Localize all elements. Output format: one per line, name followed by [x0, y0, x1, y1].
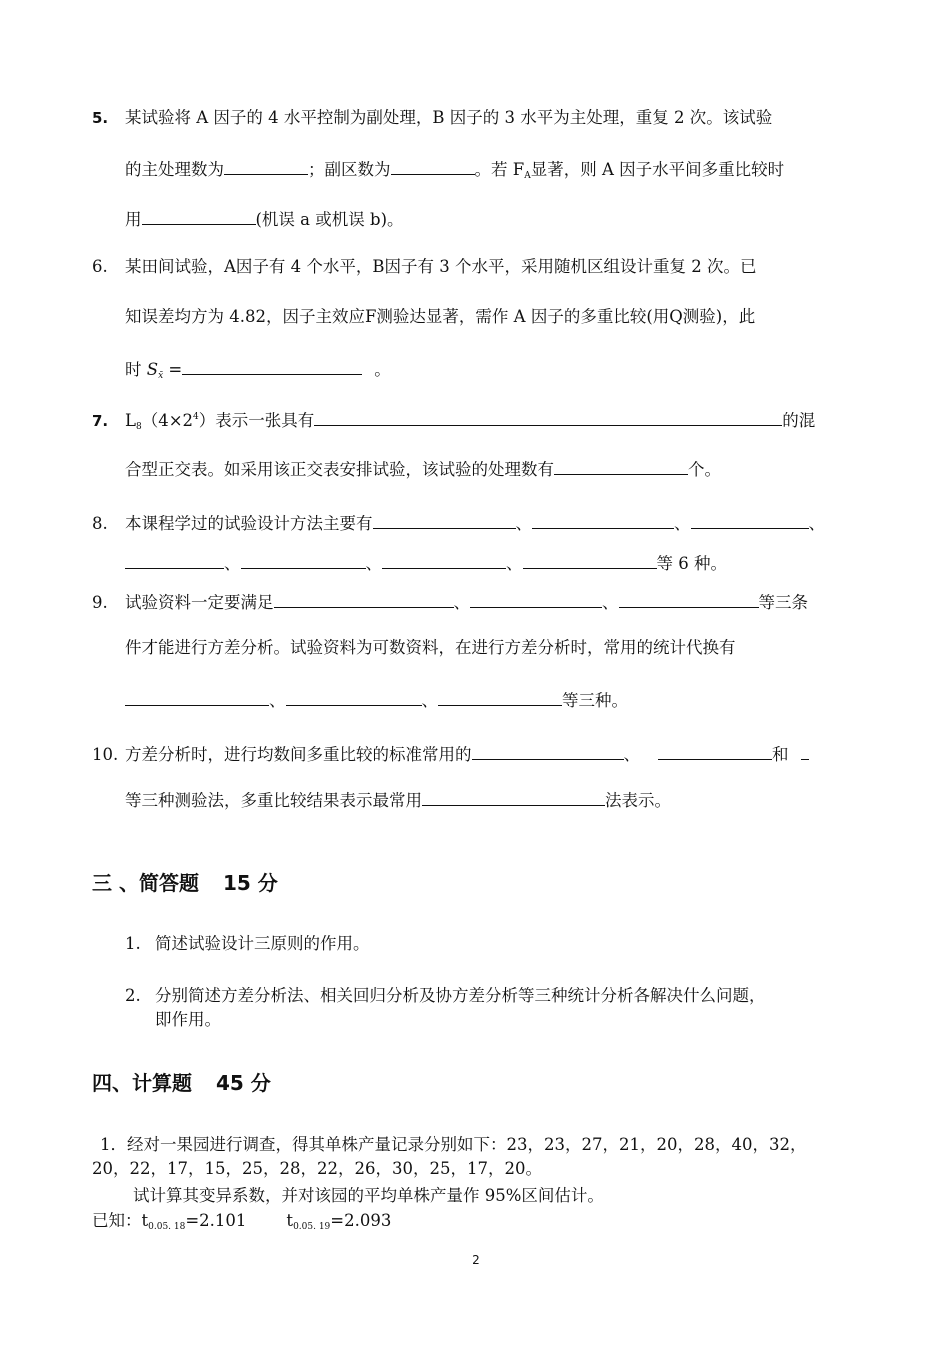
q8-sep: 、: [808, 514, 825, 533]
q10-blank-1[interactable]: [472, 742, 624, 760]
s4-q1-line3: [133, 1186, 604, 1206]
q7-line2: [125, 457, 721, 480]
q9-blank-4[interactable]: [125, 688, 269, 706]
q10-sep: 、: [623, 745, 640, 764]
section4-title: 四、计算题: [92, 1071, 192, 1095]
q9-line2: [125, 638, 736, 658]
q8-line2: [125, 551, 727, 574]
q8-sep: 、: [674, 514, 691, 533]
q6-equals: =: [163, 360, 183, 379]
known-label: 已知：: [92, 1211, 142, 1230]
q9-blank-2[interactable]: [470, 590, 602, 608]
q7-text-1d: 的混: [782, 411, 816, 430]
q5-line3: [125, 207, 404, 230]
q8-sep: 、: [506, 554, 523, 573]
q9-sep: 、: [421, 691, 438, 710]
q7-sup-4: 4: [193, 412, 199, 422]
q7-text-1c: ）表示一张具有: [198, 411, 315, 430]
q6-symbol-s: S: [146, 360, 159, 379]
s4-q1-line2: [92, 1159, 542, 1179]
q8-number: 8.: [92, 514, 108, 533]
q7-text-2a: 合型正交表。如采用该正交表安排试验，该试验的处理数有: [125, 460, 554, 479]
page-number: 2: [472, 1253, 480, 1267]
q10-blank-2[interactable]: [658, 742, 772, 760]
q9-blank-1[interactable]: [274, 590, 454, 608]
q5-text-3a: 用: [125, 210, 142, 229]
q10-blank-3[interactable]: [801, 742, 809, 760]
q9-line1: [92, 590, 808, 613]
s3-q1: [125, 934, 370, 954]
q10-text-2b: 法表示。: [605, 791, 671, 810]
section3-title: 三 、简答题: [92, 871, 199, 895]
q8-blank-3[interactable]: [691, 511, 809, 529]
q8-sep: 、: [224, 554, 241, 573]
q10-line2: [125, 788, 671, 811]
s4-q1-text-1: 1．经对一果园进行调查，得其单株产量记录分别如下：23，23，27，21，20，28，40，32，: [100, 1135, 807, 1154]
q9-sep: 、: [269, 691, 286, 710]
q7-sub-8: 8: [135, 422, 142, 432]
s3-q1-number: 1.: [125, 934, 141, 953]
q10-number: 10.: [92, 745, 119, 764]
t2-subscript: 0.05. 19: [293, 1222, 331, 1232]
s4-q1-text-3: 试计算其变异系数，并对该园的平均单株产量作 95%区间估计。: [133, 1186, 604, 1205]
q5-number: 5.: [92, 109, 109, 127]
q10-and: 和: [772, 745, 789, 764]
q5-text-2d: 显著，则 A 因子水平间多重比较时: [530, 160, 785, 179]
q9-line3: [125, 688, 628, 711]
q5-text-3b: (机误 a 或机误 b)。: [255, 210, 404, 229]
q5-line2: [125, 157, 784, 186]
q8-sep: 、: [365, 554, 382, 573]
t2-symbol: t: [286, 1211, 294, 1230]
t1-subscript: 0.05. 18: [148, 1222, 186, 1232]
q10-line1: [92, 742, 809, 765]
q8-blank-5[interactable]: [241, 551, 366, 569]
q5-text-2b: ；副区数为: [308, 160, 391, 179]
q6-text-1: 某田间试验，A因子有 4 个水平，B因子有 3 个水平，采用随机区组设计重复 2 次。已: [125, 257, 757, 276]
q6-end: 。: [374, 360, 391, 379]
q5-blank-main-count[interactable]: [224, 157, 308, 175]
s3-q2-number: 2.: [125, 986, 141, 1005]
section4-heading: [92, 1071, 271, 1095]
q8-blank-1[interactable]: [373, 511, 516, 529]
q8-sep: 、: [515, 514, 532, 533]
q9-blank-6[interactable]: [438, 688, 562, 706]
q7-text-2b: 个。: [688, 460, 721, 479]
q9-text-1: 试验资料一定要满足: [125, 593, 274, 612]
q9-sep: 、: [453, 593, 470, 612]
q8-text-1: 本课程学过的试验设计方法主要有: [125, 514, 373, 533]
q5-text-2a: 的主处理数为: [125, 160, 224, 179]
q10-blank-4[interactable]: [422, 788, 605, 806]
t1-symbol: t: [141, 1211, 149, 1230]
q7-line1: [92, 407, 815, 437]
q5-blank-subplot-count[interactable]: [391, 157, 475, 175]
q7-l: L: [125, 411, 136, 430]
s4-q1-text-2: 20，22，17，15，25，28，22，26，30，25，17，20。: [92, 1159, 542, 1178]
q8-blank-7[interactable]: [523, 551, 657, 569]
s4-known: [92, 1211, 391, 1237]
q7-number: 7.: [92, 412, 109, 430]
q6-line3: [125, 357, 391, 386]
q6-text-2: 知误差均方为 4.82，因子主效应F测验达显著，需作 A 因子的多重比较(用Q测验)，此: [125, 307, 756, 326]
s4-q1-line1: [100, 1135, 806, 1155]
q5-text-2c: 。若 F: [474, 160, 525, 179]
q8-end: 等 6 种。: [656, 554, 727, 573]
q6-number: 6.: [92, 257, 108, 276]
q7-blank-treatments[interactable]: [554, 457, 688, 475]
q6-line1: [92, 257, 757, 277]
s3-q2-text-1: 分别简述方差分析法、相关回归分析及协方差分析等三种统计分析各解决什么问题，: [155, 986, 766, 1005]
q9-blank-5[interactable]: [286, 688, 422, 706]
q9-text-1end: 等三条: [758, 593, 808, 612]
q5-sub-a: A: [524, 171, 531, 181]
q6-text-3a: 时: [125, 360, 147, 379]
section3-heading: [92, 871, 278, 895]
q9-number: 9.: [92, 593, 108, 612]
q8-line1: [92, 511, 825, 534]
s3-q2-text-2: 即作用。: [155, 1010, 221, 1029]
q8-blank-2[interactable]: [532, 511, 674, 529]
s3-q2-line1: [125, 986, 766, 1006]
q8-blank-4[interactable]: [125, 551, 224, 569]
q9-sep: 、: [602, 593, 619, 612]
s3-q2-line2: [155, 1010, 221, 1030]
q7-blank-description[interactable]: [314, 408, 782, 426]
t1-value: =2.101: [185, 1211, 247, 1230]
s3-q1-text: 简述试验设计三原则的作用。: [155, 934, 370, 953]
q5-text-1: 某试验将 A 因子的 4 水平控制为副处理，B 因子的 3 水平为主处理，重复 2 次。该试验: [125, 108, 773, 127]
q9-text-3end: 等三种。: [562, 691, 628, 710]
q7-text-1b: （4×2: [141, 411, 194, 430]
q10-text-1: 方差分析时，进行均数间多重比较的标准常用的: [125, 745, 472, 764]
q9-text-2: 件才能进行方差分析。试验资料为可数资料，在进行方差分析时，常用的统计代换有: [125, 638, 736, 657]
section4-points: 45 分: [216, 1071, 271, 1095]
q6-line2: [125, 307, 755, 327]
q6-blank-sx[interactable]: [182, 357, 362, 375]
q6-symbol-xbar: x̄: [158, 371, 164, 381]
q8-blank-6[interactable]: [382, 551, 506, 569]
q9-blank-3[interactable]: [619, 590, 759, 608]
q5-blank-error[interactable]: [142, 207, 256, 225]
q10-text-2a: 等三种测验法，多重比较结果表示最常用: [125, 791, 422, 810]
q5-line1: [92, 108, 772, 128]
section3-points: 15 分: [222, 871, 278, 895]
t2-value: =2.093: [330, 1211, 392, 1230]
